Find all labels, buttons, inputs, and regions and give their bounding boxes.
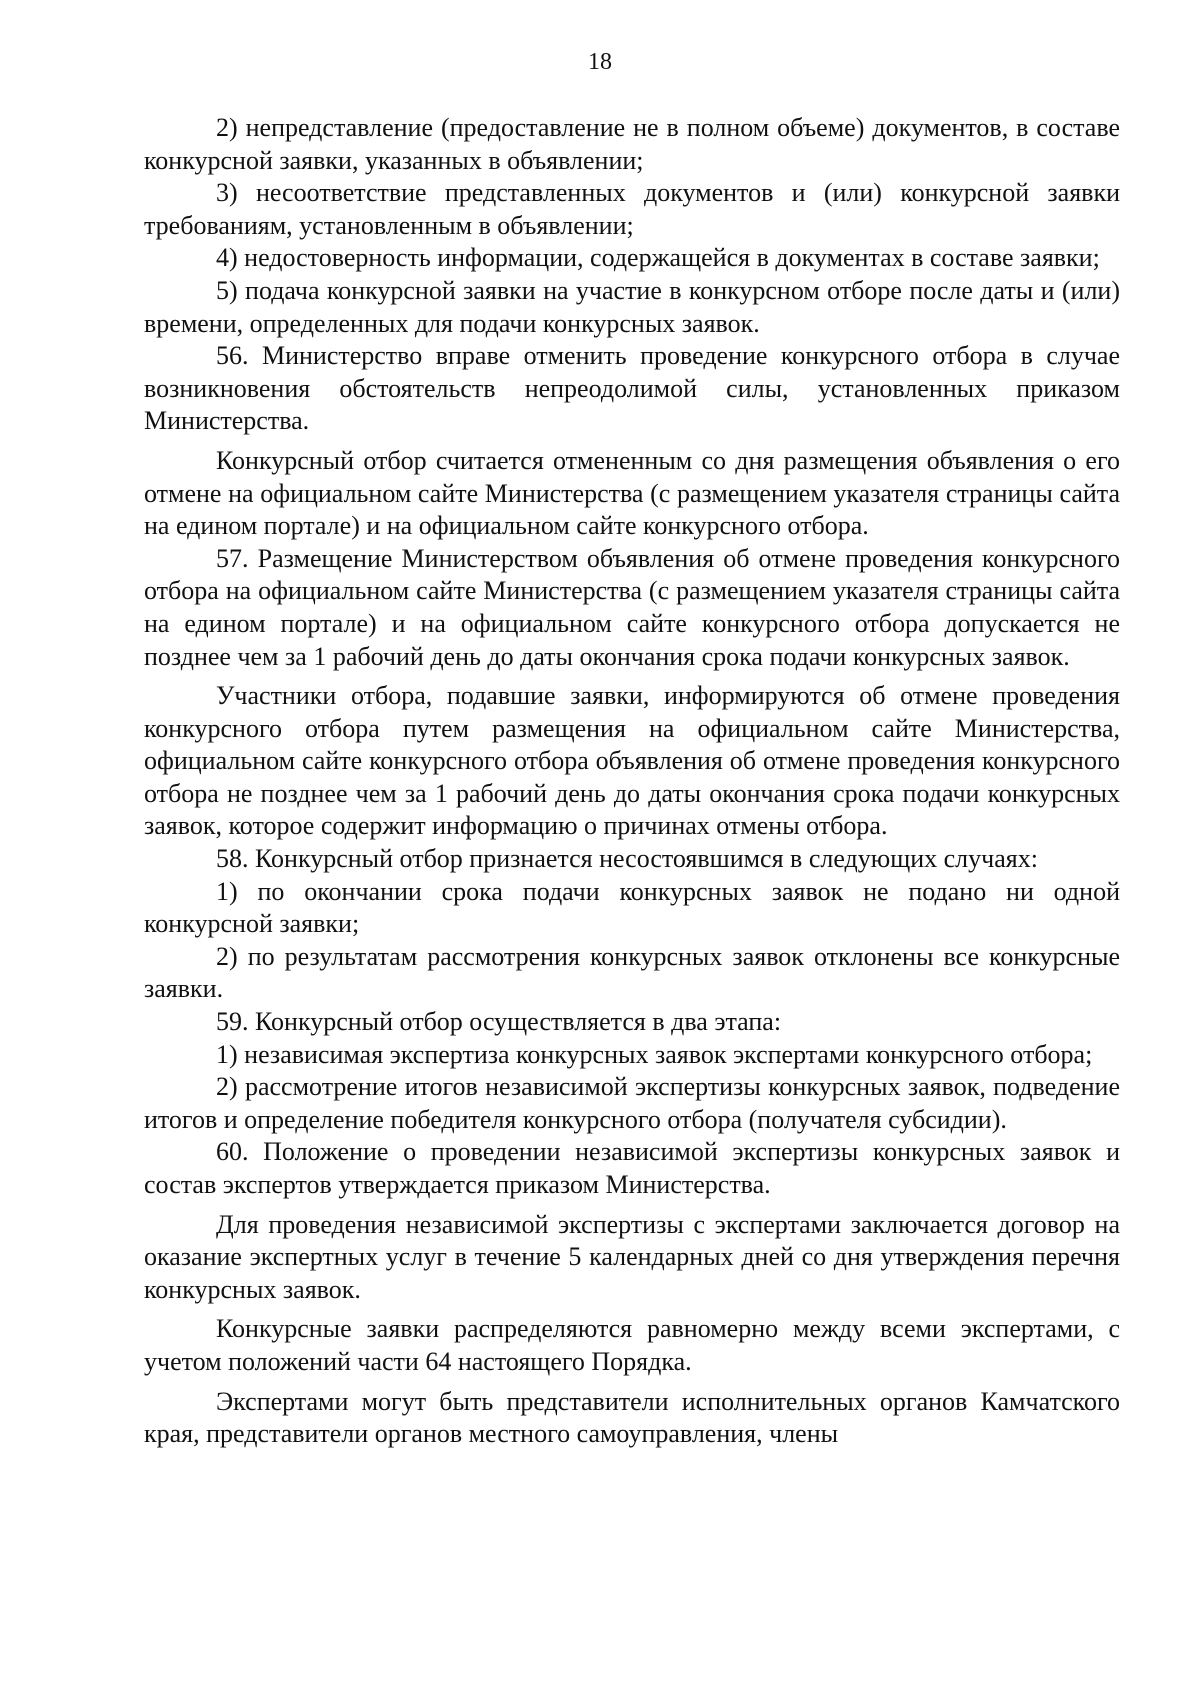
paragraph-59-two-stages: 59. Конкурсный отбор осуществляется в два этапа: [216,1007,782,1037]
paragraph-clause-5-late-submission: 5) подача конкурсной заявки на участие в конкурсном отборе после даты и (или) времени, определенных для подачи конкурсных заявок. [144,275,1120,338]
document-body [144,112,1120,1451]
paragraph-58-case-2: 2) по результатам рассмотрения конкурсных заявок отклонены все конкурсные заявки. [144,941,1120,1004]
page-number: 18 [588,49,612,75]
paragraph-clause-3-noncompliance: 3) несоответствие представленных документов и (или) конкурсной заявки требованиям, установленным в объявлении; [144,178,1120,240]
paragraph-clause-2-incomplete-docs: 2) непредставление (предоставление не в полном объеме) документов, в составе конкурсной заявки, указанных в объявлении; [144,113,1120,175]
paragraph-clause-4-unreliable-info: 4) недостоверность информации, содержащейся в документах в составе заявки; [216,243,1100,273]
paragraph-59-stage-2: 2) рассмотрение итогов независимой экспертизы конкурсных заявок, подведение итогов и определение победителя конкурсного отбора (получателя субсидии). [144,1072,1120,1134]
paragraph-participants-informed: Участники отбора, подавшие заявки, информируются об отмене проведения конкурсного отбора путем размещения на официальном сайте Министерства, официальном сайте конкурсного отбора объявления об отмене проведения конкурсного отбора не позднее чем за 1 рабочий день до даты окончания срока подачи конкурсных заявок, которое содержит информацию о причинах отмены отбора. [144,681,1120,841]
paragraph-applications-distribution: Конкурсные заявки распределяются равномерно между всеми экспертами, с учетом положений части 64 настоящего Порядка. [144,1314,1120,1376]
paragraph-58-failed-selection: 58. Конкурсный отбор признается несостоявшимся в следующих случаях: [216,844,1038,874]
paragraph-57-cancellation-notice: 57. Размещение Министерством объявления об отмене проведения конкурсного отбора на официальном сайте Министерства (с размещением указателя страницы сайта на едином портале) и на официальном сайте конкурсного отбора допускается не позднее чем за 1 рабочий день до даты окончания срока подачи конкурсных заявок. [144,543,1120,671]
paragraph-59-stage-1: 1) независимая экспертиза конкурсных заявок экспертами конкурсного отбора; [216,1039,1093,1069]
paragraph-expert-contract: Для проведения независимой экспертизы с экспертами заключается договор на оказание экспертных услуг в течение 5 календарных дней со дня утверждения перечня конкурсных заявок. [144,1209,1120,1304]
paragraph-58-case-1: 1) по окончании срока подачи конкурсных заявок не подано ни одной конкурсной заявки; [144,876,1120,939]
paragraph-60-expertise-regulation: 60. Положение о проведении независимой экспертизы конкурсных заявок и состав экспертов утверждается приказом Министерства. [144,1137,1120,1199]
paragraph-56-cancellation-right: 56. Министерство вправе отменить проведение конкурсного отбора в случае возникновения обстоятельств непреодолимой силы, установленных приказом Министерства. [144,341,1120,436]
paragraph-cancellation-effective: Конкурсный отбор считается отмененным со дня размещения объявления о его отмене на официальном сайте Министерства (с размещением указателя страницы сайта на едином портале) и на официальном сайте конкурсного отбора. [144,445,1120,541]
paragraph-experts-composition: Экспертами могут быть представители исполнительных органов Камчатского края, представители органов местного самоуправления, члены [144,1386,1120,1449]
